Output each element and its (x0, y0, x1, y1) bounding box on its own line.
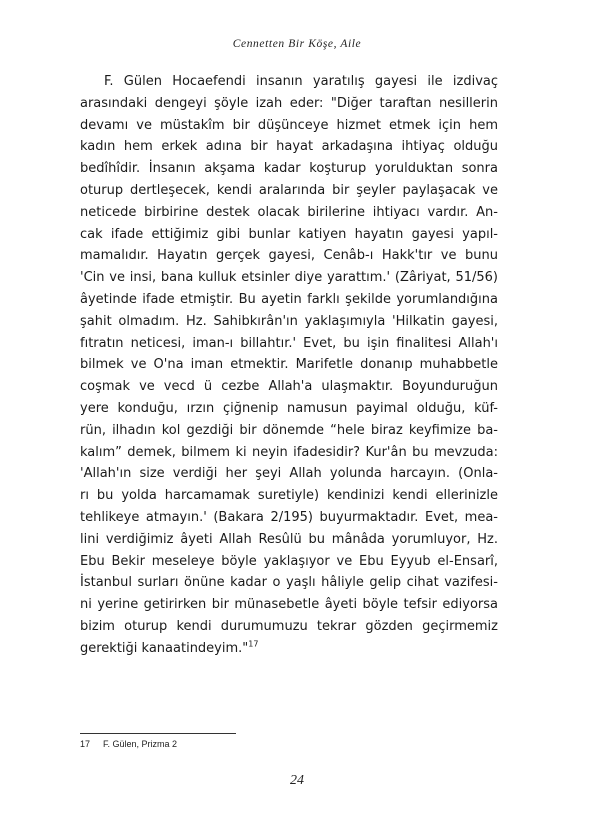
text-line: ni yerine getirirken bir münasebetle âyeti böyle tefsir ediyorsa (80, 597, 498, 613)
page-number: 24 (290, 773, 304, 788)
text-line: 'Cin ve insi, bana kulluk etsinler diye yarattım.' (Zâriyat, 51/56) (80, 270, 498, 286)
text-line: âyetinde ifade etmiştir. Bu ayetin farklı şekilde yorumlandığına (80, 291, 498, 307)
text-line: Ebu Bekir meseleye böyle yaklaşıyor ve Ebu Eyyub el-Ensarî, (80, 553, 498, 569)
footnote (80, 739, 177, 749)
text-line: coşmak ve vecd ü cezbe Allah'a ulaşmaktır. Boyunduruğun (80, 379, 498, 395)
text-line: İstanbul surları önüne kadar o yaşlı hâliyle gelip cihat vazifesi- (80, 575, 498, 591)
text-line: rı bu yolda harcamamak suretiyle) kendinizi kendi ellerinizle (80, 488, 498, 504)
text-line: kadın hem erkek adına bir hayat arkadaşına ihtiyaç olduğu (80, 139, 498, 155)
text-line: bedîhîdir. İnsanın akşama kadar koşturup yorulduktan sonra (80, 161, 498, 177)
footnote-text: F. Gülen, Prizma 2 (103, 739, 178, 749)
body-paragraph (80, 71, 498, 660)
text-line: arasındaki dengeyi şöyle izah eder: "Diğer taraftan nesillerin (80, 95, 498, 111)
text-line: kalım” demek, bilmem ki neyin ifadesidir? Kur'ân bu mevzuda: (80, 444, 498, 460)
text-line: rün, ilhadın kol gezdiği bir dönemde “hele biraz keyfimize ba- (80, 422, 498, 438)
text-line-content: gerektiği kanaatindeyim." (80, 640, 249, 656)
text-line: 'Allah'ın size verdiği her şeyi Allah yolunda harcayın. (Onla- (80, 466, 498, 482)
text-line: neticede birbirine destek olacak birilerine ihtiyacı vardır. An- (80, 204, 498, 220)
text-line: devamı ve müstakîm bir düşünceye hizmet etmek için hem (80, 117, 498, 133)
text-line: tehlikeye atmayın.' (Bakara 2/195) buyurmaktadır. Evet, mea- (80, 509, 498, 525)
text-line: bizim oturup kendi durumumuzu tekrar gözden geçirmemiz (80, 618, 498, 634)
text-line: fıtratın neticesi, iman-ı billahtır.' Evet, bu işin finalitesi Allah'ı (80, 335, 498, 351)
text-line: cak ifade ettiğimiz gibi bunlar katiyen hayatın gayesi yapıl- (80, 226, 498, 242)
text-line: şahit olmadım. Hz. Sahibkırân'ın yaklaşımıyla 'Hilkatin gayesi, (80, 313, 498, 329)
footnote-number: 17 (80, 739, 91, 749)
text-line: F. Gülen Hocaefendi insanın yaratılış gayesi ile izdivaç (104, 74, 498, 89)
text-line: mamalıdır. Hayatın gerçek gayesi, Cenâb-ı Hakk'tır ve bunu (80, 248, 498, 264)
text-line-last (80, 638, 498, 660)
text-line: yere konduğu, ırzın çiğnenip namusun payimal olduğu, küf- (80, 400, 498, 416)
footnote-divider (80, 733, 236, 734)
text-line: lini verdiğimiz âyeti Allah Resûlü bu mânâda yorumluyor, Hz. (80, 531, 498, 547)
text-line: oturup dertleşecek, kendi aralarında bir şeyler paylaşacak ve (80, 182, 498, 198)
running-title: Cennetten Bir Köşe, Aile (232, 38, 362, 50)
text-line: bilmek ve O'na iman etmektir. Marifetle donanıp muhabbetle (80, 357, 498, 373)
footnote-reference: 17 (248, 639, 259, 649)
